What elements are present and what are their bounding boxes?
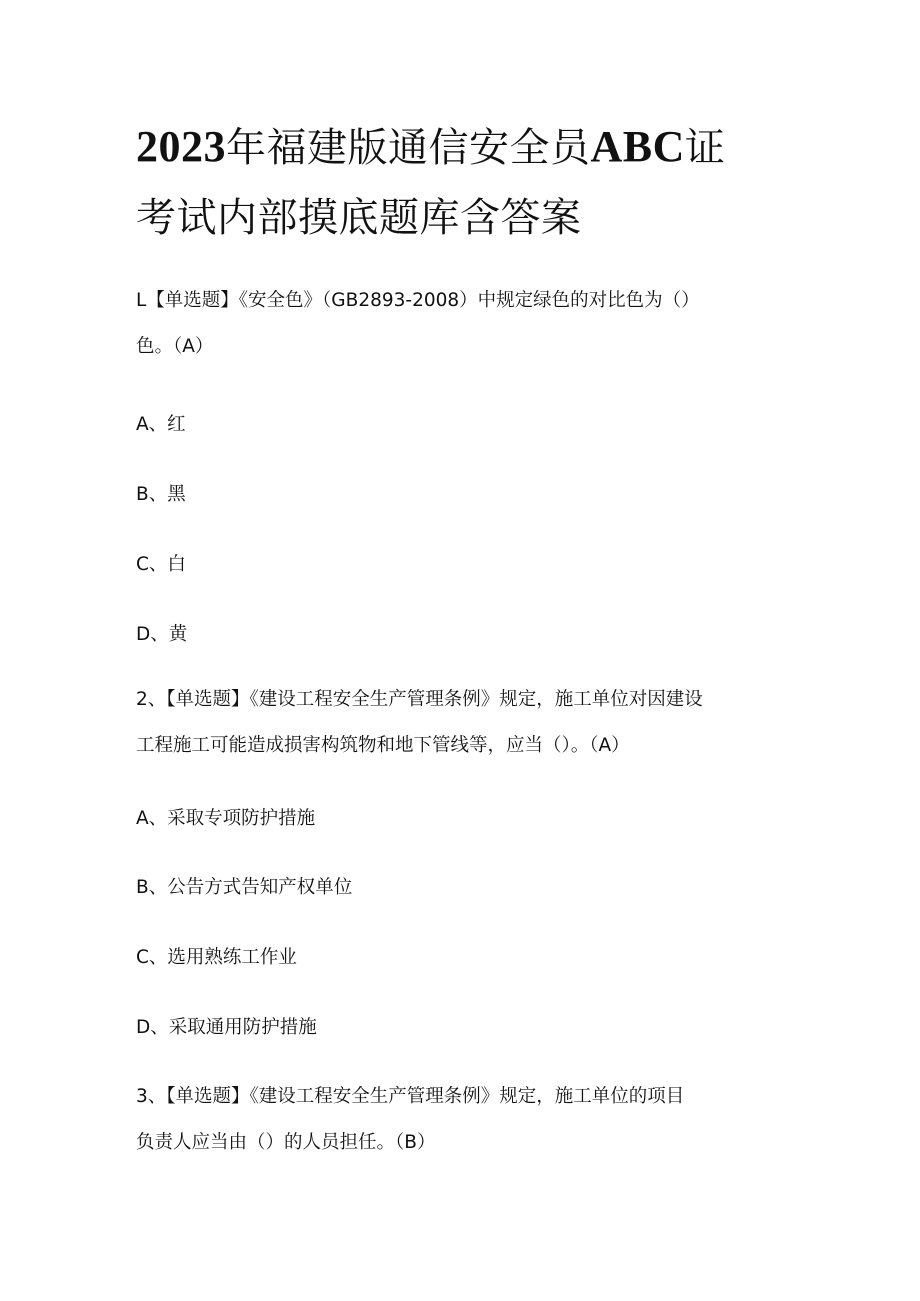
question-1-option-d: D、黄: [136, 624, 188, 645]
question-2-stem-line-1: 2、【单选题】《建设工程安全生产管理条例》规定，施工单位对因建设: [136, 689, 703, 710]
title-line-1: [136, 112, 796, 183]
question-1-stem: [136, 278, 796, 370]
title-middle: 年福建版通信安全员: [226, 125, 591, 171]
question-1-stem-line-2: 色。（A）: [136, 336, 214, 357]
title-line-2: 考试内部摸底题库含答案: [136, 195, 582, 241]
question-1-option-b: B、黑: [136, 484, 186, 505]
question-2-stem: [136, 677, 796, 769]
question-3-stem-line-2: 负责人应当由（）的人员担任。（B）: [136, 1132, 436, 1153]
title-year: 2023: [136, 122, 226, 171]
title-end: 证: [684, 125, 726, 171]
question-1-option-a: A、红: [136, 414, 186, 435]
question-2-option-b: B、公告方式告知产权单位: [136, 877, 353, 898]
question-2-option-d: D、采取通用防护措施: [136, 1017, 317, 1038]
question-2-option-a: A、采取专项防护措施: [136, 808, 316, 829]
document-title: [136, 112, 796, 253]
title-abc: ABC: [590, 122, 685, 171]
question-3-stem-line-1: 3、【单选题】《建设工程安全生产管理条例》规定，施工单位的项目: [136, 1086, 685, 1107]
question-2-stem-line-2: 工程施工可能造成损害构筑物和地下管线等，应当（）。（A）: [136, 735, 630, 756]
question-1-stem-line-1: L【单选题】《安全色》（GB2893-2008）中规定绿色的对比色为（）: [136, 290, 700, 311]
question-2-option-c: C、选用熟练工作业: [136, 947, 297, 968]
question-1-option-c: C、白: [136, 554, 186, 575]
question-3-stem: [136, 1074, 796, 1166]
